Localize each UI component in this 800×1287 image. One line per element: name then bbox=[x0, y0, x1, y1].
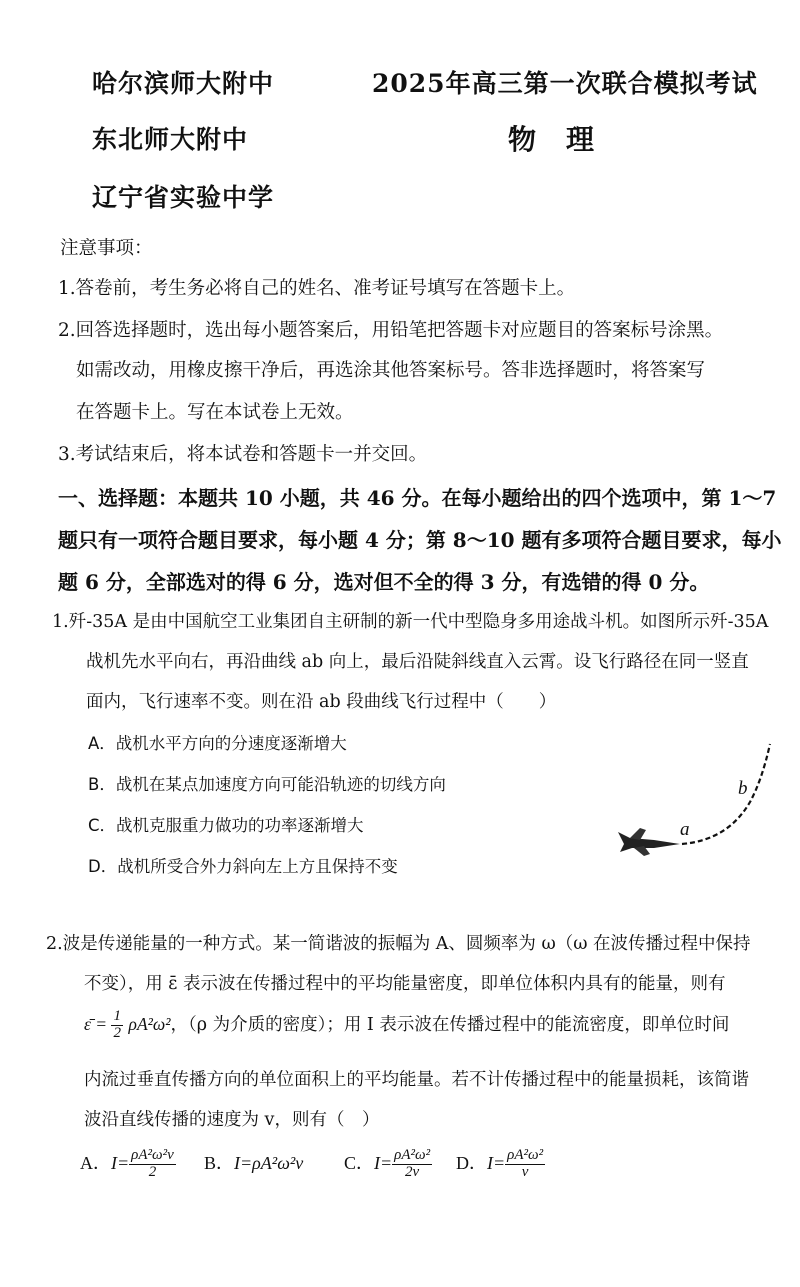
section-1-line-2: 题只有一项符合题目要求，每小题 4 分；第 8～10 题有多项符合题目要求，每小 bbox=[58, 528, 782, 552]
section-1-line-3: 题 6 分，全部选对的得 6 分，选对但不全的得 3 分，有选错的得 0 分。 bbox=[58, 570, 710, 594]
notice-item-2-line-3: 在答题卡上。写在本试卷上无效。 bbox=[76, 402, 354, 423]
question-2-formula-line bbox=[84, 1004, 729, 1045]
notice-item-3: 3.考试结束后，将本试卷和答题卡一并交回。 bbox=[58, 444, 428, 465]
question-2-option-d bbox=[456, 1140, 545, 1187]
half-fraction bbox=[111, 1009, 123, 1042]
option-c-numerator: ρA²ω² bbox=[394, 1146, 431, 1163]
point-b-label: b bbox=[738, 778, 748, 799]
option-c-lhs: I= bbox=[374, 1153, 393, 1173]
section-1-line-1: 一、选择题：本题共 10 小题，共 46 分。在每小题给出的四个选项中，第 1～7 bbox=[58, 486, 777, 510]
question-2-line-1: 2.波是传递能量的一种方式。某一简谐波的振幅为 A、圆频率为 ω（ω 在波传播过程中保持 bbox=[46, 934, 751, 954]
question-2-option-a bbox=[80, 1140, 176, 1187]
option-c-fraction bbox=[392, 1148, 432, 1181]
option-d-denominator: v bbox=[521, 1163, 529, 1180]
question-1-option-a: A．战机水平方向的分速度逐渐增大 bbox=[88, 734, 347, 753]
question-2-line-4: 内流过垂直传播方向的单位面积上的平均能量。若不计传播过程中的能量损耗，该简谐 bbox=[84, 1070, 749, 1090]
option-a-label: A． bbox=[80, 1153, 111, 1173]
option-a-fraction bbox=[129, 1148, 176, 1181]
question-1-option-d: D．战机所受合外力斜向左上方且保持不变 bbox=[88, 857, 398, 876]
option-a-numerator: ρA²ω²v bbox=[131, 1146, 174, 1163]
question-2-option-c bbox=[344, 1140, 432, 1187]
option-b-expression: I=ρA²ω²v bbox=[234, 1153, 304, 1173]
question-1-option-b: B．战机在某点加速度方向可能沿轨迹的切线方向 bbox=[88, 775, 446, 794]
question-2-option-b bbox=[204, 1140, 303, 1187]
notice-item-2-line-2: 如需改动，用橡皮擦干净后，再选涂其他答案标号。答非选择题时，将答案写 bbox=[76, 360, 706, 381]
question-1-line-2: 战机先水平向右，再沿曲线 ab 向上，最后沿陡斜线直入云霄。设飞行路径在同一竖直 bbox=[86, 652, 749, 672]
option-a-denominator: 2 bbox=[148, 1163, 157, 1180]
subject-title: 物 理 bbox=[508, 123, 596, 156]
exam-title: 2025年高三第一次联合模拟考试 bbox=[372, 69, 758, 98]
fighter-jet-trajectory-figure bbox=[610, 736, 790, 860]
notice-heading: 注意事项： bbox=[60, 238, 153, 259]
option-c-label: C． bbox=[344, 1153, 375, 1173]
option-d-fraction bbox=[505, 1148, 545, 1181]
school-name-3: 辽宁省实验中学 bbox=[92, 183, 275, 212]
notice-item-2-line-1: 2.回答选择题时，选出每小题答案后，用铅笔把答题卡对应题目的答案标号涂黑。 bbox=[58, 320, 724, 341]
option-b-label: B． bbox=[204, 1153, 235, 1173]
option-d-label: D． bbox=[456, 1153, 487, 1173]
school-name-2: 东北师大附中 bbox=[92, 125, 249, 154]
energy-density-expression: ρA²ω² bbox=[128, 1014, 171, 1034]
trajectory-curve bbox=[682, 744, 770, 844]
option-c-denominator: 2v bbox=[405, 1163, 420, 1180]
fraction-numerator: 1 bbox=[113, 1008, 121, 1025]
question-1-option-c: C．战机克服重力做功的功率逐渐增大 bbox=[88, 816, 364, 835]
school-name-1: 哈尔滨师大附中 bbox=[92, 69, 275, 98]
fighter-jet-icon bbox=[618, 828, 680, 856]
fraction-denominator: 2 bbox=[113, 1025, 121, 1041]
question-1-line-3: 面内，飞行速率不变。则在沿 ab 段曲线飞行过程中（ ） bbox=[86, 692, 557, 712]
energy-density-symbol: ε̄ = bbox=[84, 1014, 112, 1034]
point-a-label: a bbox=[680, 819, 690, 840]
option-d-lhs: I= bbox=[487, 1153, 506, 1173]
question-2-line-3-text: ，（ρ 为介质的密度）；用 I 表示波在传播过程中的能流密度，即单位时间 bbox=[170, 1015, 730, 1035]
question-2-line-5: 波沿直线传播的速度为 v，则有（ ） bbox=[84, 1110, 380, 1130]
option-a-lhs: I= bbox=[111, 1153, 130, 1173]
notice-item-1: 1.答卷前，考生务必将自己的姓名、准考证号填写在答题卡上。 bbox=[58, 278, 576, 299]
option-d-numerator: ρA²ω² bbox=[507, 1146, 544, 1163]
question-1-line-1: 1.歼-35A 是由中国航空工业集团自主研制的新一代中型隐身多用途战斗机。如图所示歼-35A bbox=[52, 612, 769, 632]
question-2-line-2: 不变），用 ε̄ 表示波在传播过程中的平均能量密度，即单位体积内具有的能量，则有 bbox=[84, 974, 726, 994]
